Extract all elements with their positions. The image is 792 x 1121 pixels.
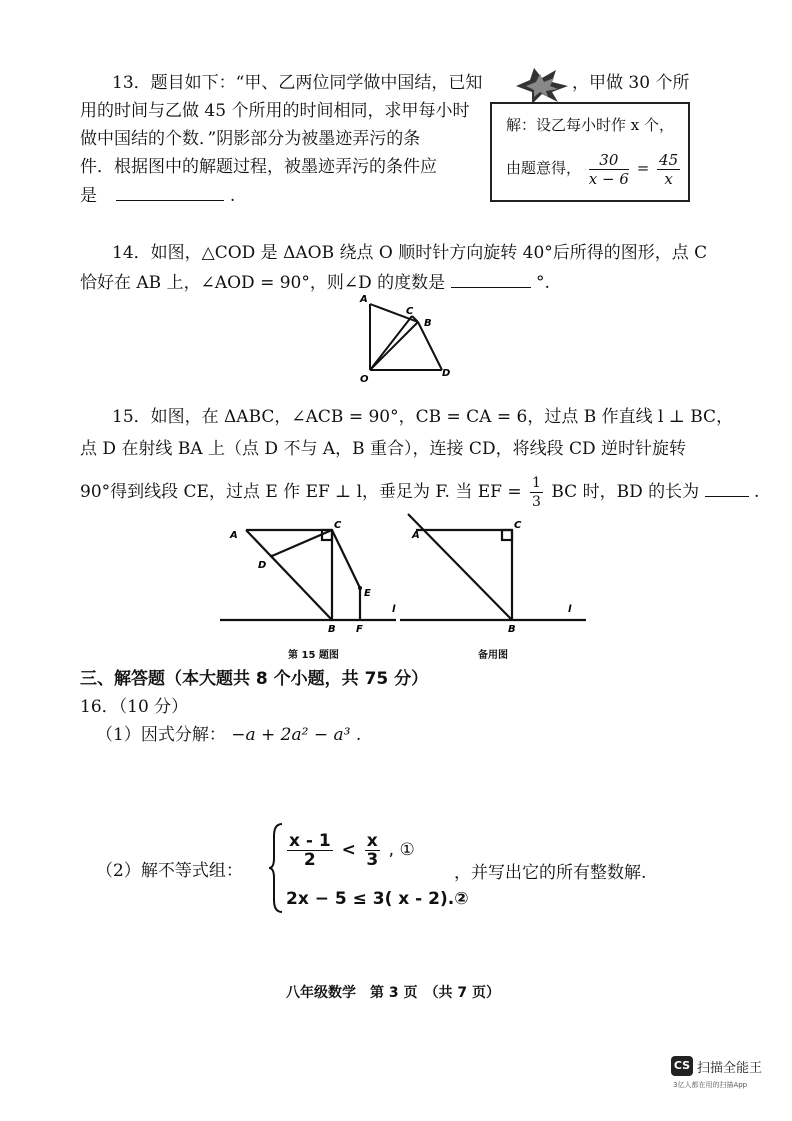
q15-line1: 15．如图，在 ΔABC，∠ACB = 90°，CB = CA = 6，过点 B 作直线 l ⊥ BC，	[112, 407, 734, 427]
camscanner-name: 扫描全能王	[697, 1061, 763, 1076]
label-C: C	[406, 306, 414, 317]
solution-line2: 由题意得， $\frac{30}{x - 6}$ = $\frac{45}{x}$	[506, 150, 679, 188]
q14-line2: 恰好在 AB 上，∠AOD = 90°，则∠D 的度数是 °.	[80, 273, 550, 293]
answer-blank-15[interactable]	[705, 480, 749, 497]
fig1-label-C: C	[334, 520, 342, 531]
camscanner-tagline: 3亿人都在用的扫描App	[673, 1081, 748, 1089]
ink-blot-icon	[512, 64, 572, 106]
q16-part2-suffix: ，并写出它的所有整数解.	[454, 863, 647, 883]
page-footer: 八年级数学 第 3 页 （共 7 页）	[286, 985, 500, 1001]
q16-part2-label: （2）解不等式组：	[96, 861, 243, 881]
label-D: D	[442, 368, 451, 379]
answer-blank-14[interactable]	[451, 271, 531, 288]
q15-figures	[220, 508, 590, 638]
fig1-label-A: A	[230, 530, 238, 541]
q14-line1: 14．如图，△COD 是 ΔAOB 绕点 O 顺时针方向旋转 40°后所得的图形，点 C	[112, 243, 708, 263]
q13-line3: 做中国结的个数．”阴影部分为被墨迹弄污的条	[80, 129, 421, 149]
q14-figure	[356, 294, 456, 384]
solution-box	[490, 102, 690, 202]
q13-line2: 用的时间与乙做 45 个所用的时间相同，求甲每小时	[80, 101, 470, 121]
fig1-label-F: F	[356, 624, 363, 635]
fig2-label-A: A	[412, 530, 420, 541]
fraction-45-over-x: $\frac{45}{x}$	[659, 150, 679, 188]
q16-title: 16．（10 分）	[80, 697, 189, 717]
q13-line5: 是 .	[80, 186, 236, 206]
fig1-label-E: E	[364, 588, 371, 599]
fig1-label-l: l	[392, 604, 396, 615]
inequality-1: $\frac{x - 1}{2}$ < $\frac{x}{3}$ , ①	[289, 830, 415, 870]
fig1-label-D: D	[258, 560, 267, 571]
fraction-1-3: $\frac{1}{3}$	[532, 475, 541, 510]
q13-line4: 件．根据图中的解题过程，被墨迹弄污的条件应	[80, 157, 437, 177]
fig1-label-B: B	[328, 624, 336, 635]
fraction-30-over-x-6: $\frac{30}{x - 6}$	[588, 150, 629, 188]
q16-part1: （1）因式分解： −a + 2a² − a³ .	[96, 725, 362, 745]
solution-line1: 解：设乙每小时作 x 个，	[506, 116, 674, 134]
label-A: A	[360, 294, 368, 305]
fig2-label-l: l	[568, 604, 572, 615]
camscanner-logo-icon: CS	[671, 1056, 693, 1076]
fig2-label-B: B	[508, 624, 516, 635]
section3-heading: 三、解答题（本大题共 8 个小题，共 75 分）	[80, 669, 429, 689]
q13-line1-end: ，甲做 30 个所	[572, 73, 690, 93]
q15-line2: 点 D 在射线 BA 上（点 D 不与 A，B 重合），连接 CD，将线段 CD 逆时针旋转	[80, 439, 687, 459]
fraction-x-1-over-2: $\frac{x - 1}{2}$	[289, 830, 331, 870]
left-brace-icon	[268, 822, 284, 914]
fig1-caption: 第 15 题图	[288, 650, 339, 661]
label-O: O	[360, 374, 369, 384]
fraction-x-over-3: $\frac{x}{3}$	[366, 830, 379, 870]
inequality-2: 2x − 5 ≤ 3( x - 2).②	[286, 889, 469, 909]
q15-line3: 90°得到线段 CE，过点 E 作 EF ⊥ l，垂足为 F. 当 EF = $\frac{1}{3}$ BC 时，BD 的长为 .	[80, 475, 760, 510]
answer-blank-13[interactable]	[116, 184, 224, 201]
q13-line1: 13．题目如下：“甲、乙两位同学做中国结，已知	[112, 73, 483, 93]
fig2-caption: 备用图	[478, 650, 508, 661]
fig2-label-C: C	[514, 520, 522, 531]
label-B: B	[424, 318, 432, 329]
